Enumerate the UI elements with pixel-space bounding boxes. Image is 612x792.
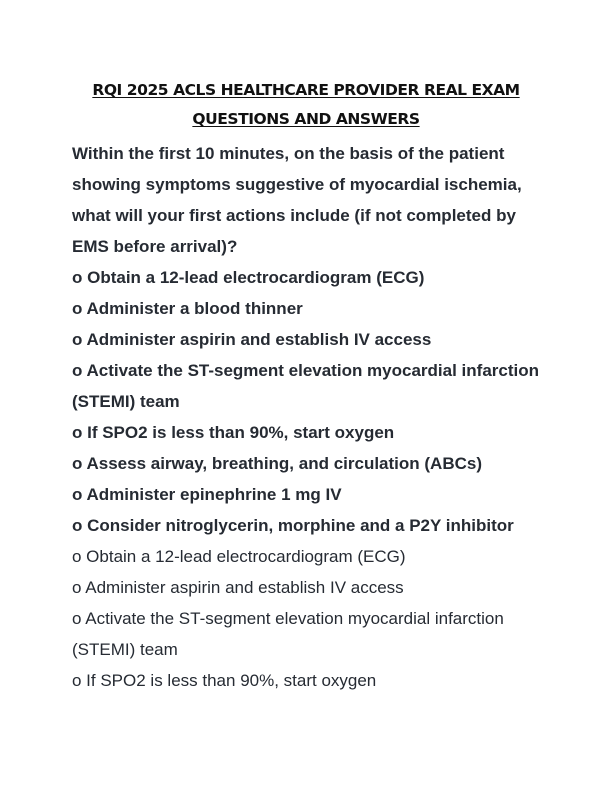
option-item: o Consider nitroglycerin, morphine and a P2Y inhibitor (72, 516, 514, 535)
answer-item: o Activate the ST-segment elevation myocardial infarction (STEMI) team (72, 609, 504, 659)
answer-item: o Obtain a 12-lead electrocardiogram (ECG) (72, 547, 406, 566)
option-item: o Administer aspirin and establish IV access (72, 330, 432, 349)
option-item: o Activate the ST-segment elevation myocardial infarction (STEMI) team (72, 361, 539, 411)
option-item: o Administer epinephrine 1 mg IV (72, 485, 342, 504)
option-item: o Assess airway, breathing, and circulation (ABCs) (72, 454, 482, 473)
answers-list (72, 541, 540, 696)
title-line-1: RQI 2025 ACLS HEALTHCARE PROVIDER REAL EXAM (92, 81, 520, 99)
option-item: o If SPO2 is less than 90%, start oxygen (72, 423, 395, 442)
answer-item: o If SPO2 is less than 90%, start oxygen (72, 671, 377, 690)
document-title (72, 76, 540, 134)
question-text: Within the first 10 minutes, on the basis of the patient showing symptoms suggestive of myocardial ischemia, what will your first actions include (if not completed by EMS before arrival)? (72, 144, 522, 256)
answer-item: o Administer aspirin and establish IV access (72, 578, 404, 597)
options-list (72, 262, 540, 541)
title-line-2: QUESTIONS AND ANSWERS (192, 110, 420, 128)
option-item: o Obtain a 12-lead electrocardiogram (ECG) (72, 268, 425, 287)
option-item: o Administer a blood thinner (72, 299, 303, 318)
